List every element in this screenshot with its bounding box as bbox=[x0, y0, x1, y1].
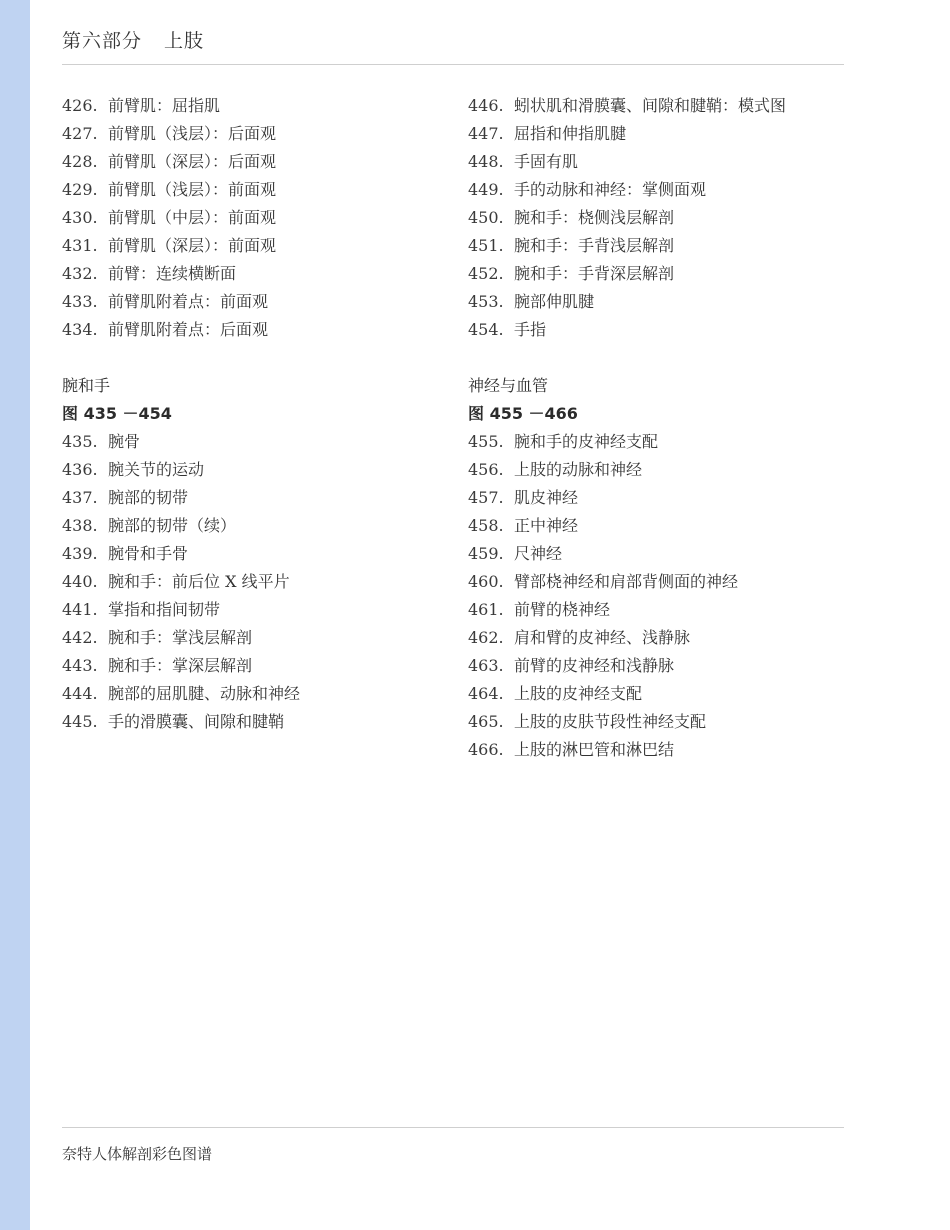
section-figure-range: 图 435 －454 bbox=[62, 404, 172, 423]
toc-entry bbox=[62, 484, 452, 512]
entry-number: 437. bbox=[62, 488, 98, 507]
entry-number: 459. bbox=[468, 544, 504, 563]
entry-number: 453. bbox=[468, 292, 504, 311]
entry-title: 上肢的淋巴管和淋巴结 bbox=[514, 740, 675, 759]
toc-entry bbox=[62, 260, 452, 288]
entry-title: 前臂的桡神经 bbox=[514, 600, 611, 619]
footer-book-title: 奈特人体解剖彩色图谱 bbox=[62, 1145, 213, 1163]
left-section-list bbox=[62, 428, 452, 736]
entry-title: 腕骨和手骨 bbox=[108, 544, 189, 563]
toc-entry bbox=[62, 568, 452, 596]
entry-number: 451. bbox=[468, 236, 504, 255]
toc-entry bbox=[468, 148, 858, 176]
toc-entry bbox=[62, 540, 452, 568]
entry-number: 443. bbox=[62, 656, 98, 675]
entry-number: 448. bbox=[468, 152, 504, 171]
toc-entry bbox=[62, 148, 452, 176]
footer-divider bbox=[62, 1127, 844, 1128]
toc-entry bbox=[468, 456, 858, 484]
toc-entry bbox=[62, 92, 452, 120]
entry-number: 464. bbox=[468, 684, 504, 703]
toc-entry bbox=[62, 204, 452, 232]
entry-title: 腕和手：手背浅层解剖 bbox=[514, 236, 675, 255]
entry-title: 腕和手：掌深层解剖 bbox=[108, 656, 253, 675]
toc-entry bbox=[468, 260, 858, 288]
entry-title: 前臂肌：屈指肌 bbox=[108, 96, 221, 115]
entry-title: 前臂肌（浅层）：前面观 bbox=[108, 180, 277, 199]
page-header bbox=[62, 26, 204, 53]
entry-title: 腕部的韧带 bbox=[108, 488, 189, 507]
entry-number: 429. bbox=[62, 180, 98, 199]
entry-title: 前臂肌（深层）：后面观 bbox=[108, 152, 277, 171]
toc-entry bbox=[62, 232, 452, 260]
toc-entry bbox=[468, 176, 858, 204]
entry-number: 447. bbox=[468, 124, 504, 143]
entry-title: 手固有肌 bbox=[514, 152, 579, 171]
toc-entry bbox=[468, 484, 858, 512]
entry-number: 431. bbox=[62, 236, 98, 255]
left-column bbox=[62, 92, 452, 736]
section-spacer bbox=[468, 344, 858, 372]
toc-entry bbox=[468, 680, 858, 708]
toc-entry bbox=[468, 92, 858, 120]
entry-number: 436. bbox=[62, 460, 98, 479]
entry-number: 446. bbox=[468, 96, 504, 115]
entry-title: 肌皮神经 bbox=[514, 488, 579, 507]
entry-number: 439. bbox=[62, 544, 98, 563]
entry-title: 腕和手的皮神经支配 bbox=[514, 432, 659, 451]
entry-title: 腕和手：桡侧浅层解剖 bbox=[514, 208, 675, 227]
entry-number: 428. bbox=[62, 152, 98, 171]
entry-number: 450. bbox=[468, 208, 504, 227]
entry-number: 458. bbox=[468, 516, 504, 535]
toc-entry bbox=[468, 596, 858, 624]
entry-number: 441. bbox=[62, 600, 98, 619]
side-color-strip bbox=[0, 0, 30, 1230]
part-label: 第六部分 bbox=[62, 30, 143, 52]
entry-number: 435. bbox=[62, 432, 98, 451]
entry-number: 465. bbox=[468, 712, 504, 731]
toc-entry bbox=[468, 288, 858, 316]
entry-number: 460. bbox=[468, 572, 504, 591]
toc-entry bbox=[468, 204, 858, 232]
toc-entry bbox=[468, 736, 858, 764]
entry-title: 正中神经 bbox=[514, 516, 579, 535]
toc-entry bbox=[62, 512, 452, 540]
entry-title: 上肢的皮神经支配 bbox=[514, 684, 643, 703]
toc-entry bbox=[62, 316, 452, 344]
toc-entry bbox=[468, 316, 858, 344]
entry-title: 肩和臂的皮神经、浅静脉 bbox=[514, 628, 691, 647]
toc-entry bbox=[468, 540, 858, 568]
entry-title: 前臂：连续横断面 bbox=[108, 264, 237, 283]
entry-title: 前臂肌（浅层）：后面观 bbox=[108, 124, 277, 143]
toc-entry bbox=[468, 232, 858, 260]
entry-title: 前臂肌附着点：后面观 bbox=[108, 320, 269, 339]
entry-number: 457. bbox=[468, 488, 504, 507]
section-label: 上肢 bbox=[164, 30, 205, 52]
toc-entry bbox=[468, 120, 858, 148]
toc-entry bbox=[62, 176, 452, 204]
entry-number: 426. bbox=[62, 96, 98, 115]
entry-number: 433. bbox=[62, 292, 98, 311]
toc-entry bbox=[468, 428, 858, 456]
entry-title: 腕和手：手背深层解剖 bbox=[514, 264, 675, 283]
entry-number: 454. bbox=[468, 320, 504, 339]
toc-entry bbox=[62, 428, 452, 456]
entry-number: 440. bbox=[62, 572, 98, 591]
toc-entry bbox=[468, 624, 858, 652]
right-section-list bbox=[468, 428, 858, 764]
toc-entry bbox=[62, 680, 452, 708]
entry-title: 臂部桡神经和肩部背侧面的神经 bbox=[514, 572, 739, 591]
entry-number: 444. bbox=[62, 684, 98, 703]
entry-title: 腕部的屈肌腱、动脉和神经 bbox=[108, 684, 301, 703]
entry-title: 前臂肌附着点：前面观 bbox=[108, 292, 269, 311]
entry-title: 尺神经 bbox=[514, 544, 563, 563]
entry-title: 手的滑膜囊、间隙和腱鞘 bbox=[108, 712, 285, 731]
entry-number: 452. bbox=[468, 264, 504, 283]
toc-entry bbox=[62, 120, 452, 148]
toc-entry bbox=[62, 652, 452, 680]
toc-entry bbox=[62, 456, 452, 484]
entry-title: 腕和手：掌浅层解剖 bbox=[108, 628, 253, 647]
right-top-list bbox=[468, 92, 858, 344]
entry-title: 上肢的皮肤节段性神经支配 bbox=[514, 712, 707, 731]
entry-number: 461. bbox=[468, 600, 504, 619]
toc-entry bbox=[468, 512, 858, 540]
entry-title: 掌指和指间韧带 bbox=[108, 600, 221, 619]
entry-number: 466. bbox=[468, 740, 504, 759]
entry-number: 449. bbox=[468, 180, 504, 199]
entry-title: 前臂的皮神经和浅静脉 bbox=[514, 656, 675, 675]
entry-title: 前臂肌（深层）：前面观 bbox=[108, 236, 277, 255]
entry-title: 腕和手：前后位 X 线平片 bbox=[108, 572, 290, 591]
section-heading: 神经与血管 bbox=[468, 376, 549, 395]
section-spacer bbox=[62, 344, 452, 372]
toc-entry bbox=[468, 568, 858, 596]
entry-title: 蚓状肌和滑膜囊、间隙和腱鞘：模式图 bbox=[514, 96, 787, 115]
entry-number: 462. bbox=[468, 628, 504, 647]
toc-entry bbox=[62, 708, 452, 736]
right-column bbox=[468, 92, 858, 764]
entry-title: 腕关节的运动 bbox=[108, 460, 205, 479]
section-figure-range: 图 455 －466 bbox=[468, 404, 578, 423]
entry-number: 434. bbox=[62, 320, 98, 339]
entry-number: 432. bbox=[62, 264, 98, 283]
entry-title: 手指 bbox=[514, 320, 547, 339]
left-top-list bbox=[62, 92, 452, 344]
entry-title: 上肢的动脉和神经 bbox=[514, 460, 643, 479]
toc-entry bbox=[468, 708, 858, 736]
entry-title: 前臂肌（中层）：前面观 bbox=[108, 208, 277, 227]
toc-entry bbox=[62, 288, 452, 316]
section-heading: 腕和手 bbox=[62, 376, 111, 395]
entry-title: 腕部的韧带（续） bbox=[108, 516, 237, 535]
header-divider bbox=[62, 64, 844, 65]
toc-entry bbox=[468, 652, 858, 680]
entry-number: 427. bbox=[62, 124, 98, 143]
entry-number: 456. bbox=[468, 460, 504, 479]
entry-number: 455. bbox=[468, 432, 504, 451]
entry-number: 463. bbox=[468, 656, 504, 675]
entry-title: 手的动脉和神经：掌侧面观 bbox=[514, 180, 707, 199]
entry-title: 腕骨 bbox=[108, 432, 141, 451]
entry-number: 430. bbox=[62, 208, 98, 227]
toc-entry bbox=[62, 596, 452, 624]
entry-number: 445. bbox=[62, 712, 98, 731]
entry-number: 442. bbox=[62, 628, 98, 647]
toc-entry bbox=[62, 624, 452, 652]
entry-number: 438. bbox=[62, 516, 98, 535]
entry-title: 腕部伸肌腱 bbox=[514, 292, 595, 311]
entry-title: 屈指和伸指肌腱 bbox=[514, 124, 627, 143]
